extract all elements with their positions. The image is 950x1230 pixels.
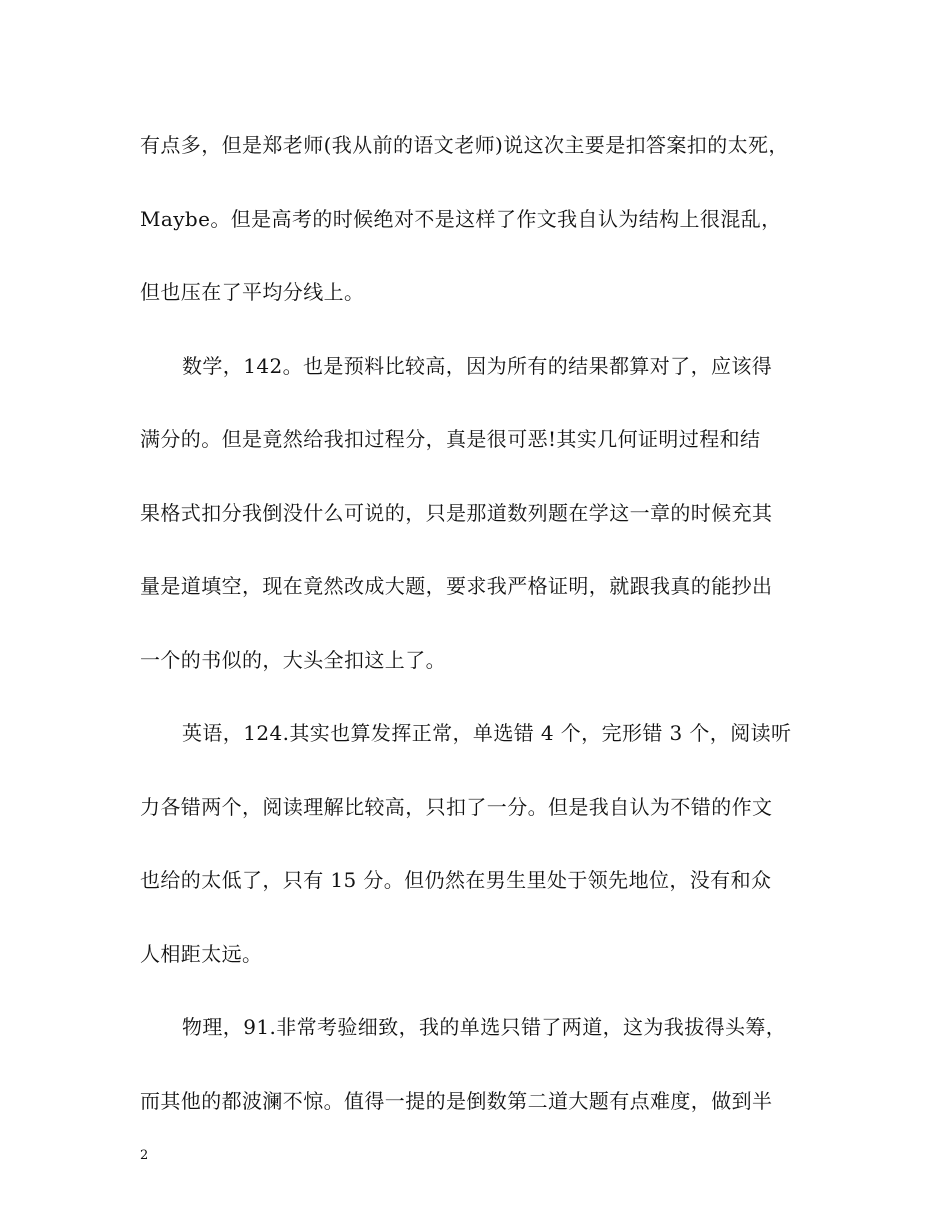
paragraph-start-line: 数学，142。也是预料比较高，因为所有的结果都算对了，应该得 [182,354,773,378]
page-number: 2 [140,1148,149,1163]
text-line: 一个的书似的，大头全扣这上了。 [140,648,446,672]
text-line: 而其他的都波澜不惊。值得一提的是倒数第二道大题有点难度，做到半 [140,1089,773,1113]
text-line: 满分的。但是竟然给我扣过程分，真是很可恶!其实几何证明过程和结 [140,427,761,451]
text-line: Maybe。但是高考的时候绝对不是这样了作文我自认为结构上很混乱， [140,207,782,231]
paragraph-start-line: 英语，124.其实也算发挥正常，单选错 4 个，完形错 3 个，阅读听 [182,721,792,745]
text-line: 也给的太低了，只有 15 分。但仍然在男生里处于领先地位，没有和众 [140,868,772,892]
text-line: 力各错两个，阅读理解比较高，只扣了一分。但是我自认为不错的作文 [140,795,773,819]
text-line: 果格式扣分我倒没什么可说的，只是那道数列题在学这一章的时候充其 [140,501,773,525]
text-line: 人相距太远。 [140,942,263,966]
text-line: 量是道填空，现在竟然改成大题，要求我严格证明，就跟我真的能抄出 [140,574,773,598]
paragraph-start-line: 物理，91.非常考验细致，我的单选只错了两道，这为我拔得头筹， [182,1015,787,1039]
text-line: 有点多，但是郑老师(我从前的语文老师)说这次主要是扣答案扣的太死， [140,133,789,157]
text-line: 但也压在了平均分线上。 [140,280,365,304]
